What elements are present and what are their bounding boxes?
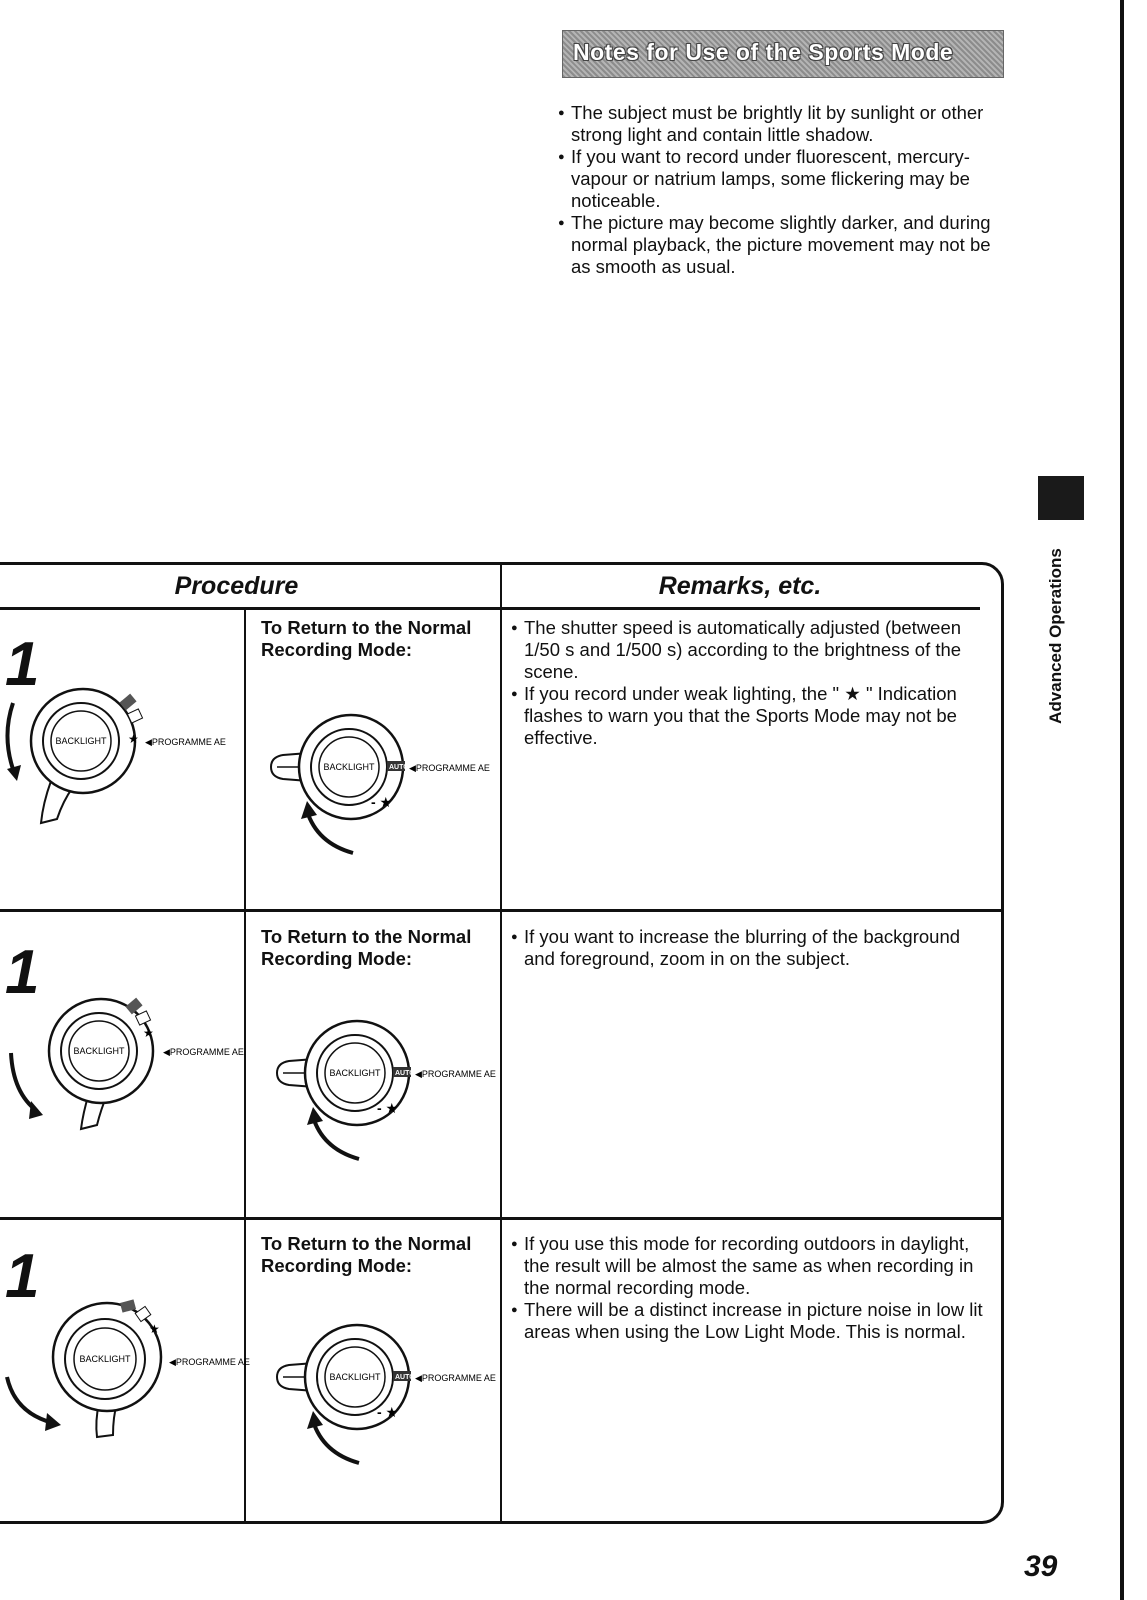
return-dial-illustration: [275, 1021, 505, 1171]
mode-dial-icon: [3, 1285, 250, 1445]
notes-item: ● If you want to record under fluorescent, mercury-vapour or natrium lamps, some flickering may be noticeable.: [558, 146, 998, 212]
dial-button-label: BACKLIGHT: [79, 1354, 131, 1364]
notes-heading: [562, 30, 1004, 78]
remark-item: ● If you record under weak lighting, the " ★ " Indication flashes to warn you that the Sports Mode may not be effective.: [511, 683, 989, 749]
remark-item: ● The shutter speed is automatically adjusted (between 1/50 s and 1/500 s) according to the brightness of the scene.: [511, 617, 989, 683]
remarks-list: [511, 926, 989, 970]
step-number: 1: [5, 630, 40, 699]
dial-auto-label: AUTO: [395, 1070, 415, 1077]
mode-dial-icon: [3, 683, 233, 833]
dial-auto-label: AUTO: [389, 764, 409, 771]
dial-mode-label: ◀PROGRAMME AE: [163, 1047, 244, 1057]
page-edge-line: [1120, 0, 1124, 1600]
page-number: 39: [1024, 1550, 1058, 1583]
procedure-table: [0, 562, 1004, 1524]
mode-dial-illustration: [3, 1285, 250, 1445]
return-dial-illustration: [269, 715, 499, 865]
notes-item: ● The picture may become slightly darker, and during normal playback, the picture movement may not be as smooth as usual.: [558, 212, 998, 278]
notes-list: [558, 102, 998, 278]
remarks-header: Remarks, etc.: [500, 565, 980, 610]
return-dial-icon: [275, 1325, 505, 1475]
mode-dial-illustration: [3, 683, 233, 833]
step-number: 1: [5, 938, 40, 1007]
return-title: To Return to the Normal Recording Mode:: [261, 617, 472, 660]
dial-button-label: BACKLIGHT: [323, 762, 375, 772]
procedure-header: Procedure: [0, 565, 502, 610]
return-title: To Return to the Normal Recording Mode:: [261, 926, 472, 969]
notes-item: ● The subject must be brightly lit by sunlight or other strong light and contain little shadow.: [558, 102, 998, 146]
remark-item: ● If you use this mode for recording outdoors in daylight, the result will be almost the same as when recording in the normal recording mode.: [511, 1233, 989, 1299]
svg-text:★: ★: [143, 1026, 154, 1040]
dial-button-label: BACKLIGHT: [329, 1068, 381, 1078]
dial-button-label: BACKLIGHT: [73, 1046, 125, 1056]
section-tab-marker: [1038, 476, 1084, 520]
mode-dial-illustration: [3, 983, 244, 1133]
remark-item: ● If you want to increase the blurring of the background and foreground, zoom in on the subject.: [511, 926, 989, 970]
step-number: 1: [5, 1242, 40, 1311]
dial-mode-label: ◀PROGRAMME AE: [169, 1357, 250, 1367]
dial-mode-label: ◀PROGRAMME AE: [409, 763, 490, 773]
return-dial-icon: [275, 1021, 505, 1171]
section-tab-label: Advanced Operations: [1046, 548, 1065, 724]
svg-text:★: ★: [149, 1322, 160, 1336]
notes-heading-text: Notes for Use of the Sports Mode: [573, 39, 954, 65]
svg-text:- ★: - ★: [377, 1100, 399, 1116]
column-divider: [244, 610, 246, 1522]
return-dial-illustration: [275, 1325, 505, 1475]
svg-text:- ★: - ★: [377, 1404, 399, 1420]
dial-mode-label: ◀PROGRAMME AE: [145, 737, 226, 747]
remark-item: ● There will be a distinct increase in picture noise in low lit areas when using the Low Light Mode. This is normal.: [511, 1299, 989, 1343]
svg-text:★: ★: [128, 732, 139, 746]
remarks-list: [511, 617, 989, 749]
row-divider: [0, 1217, 1004, 1220]
svg-text:- ★: - ★: [371, 794, 393, 810]
row-divider: [0, 909, 1004, 912]
return-dial-icon: [269, 715, 499, 865]
dial-button-label: BACKLIGHT: [329, 1372, 381, 1382]
return-title: To Return to the Normal Recording Mode:: [261, 1233, 472, 1276]
dial-button-label: BACKLIGHT: [55, 736, 107, 746]
dial-auto-label: AUTO: [395, 1374, 415, 1381]
mode-dial-icon: [3, 983, 244, 1133]
dial-mode-label: ◀PROGRAMME AE: [415, 1373, 496, 1383]
dial-mode-label: ◀PROGRAMME AE: [415, 1069, 496, 1079]
remarks-list: [511, 1233, 989, 1343]
